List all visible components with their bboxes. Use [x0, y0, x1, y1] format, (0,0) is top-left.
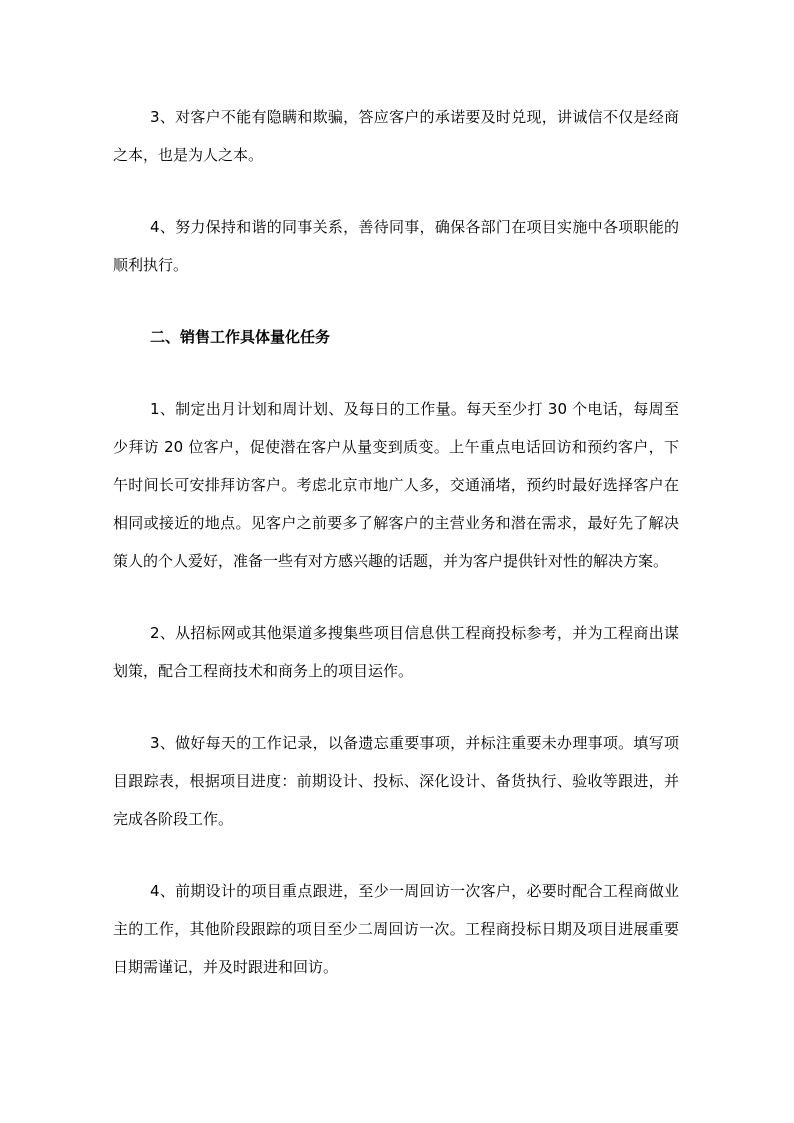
- document-body: [113, 98, 679, 1020]
- paragraph-project-info: 2、从招标网或其他渠道多搜集些项目信息供工程商投标参考，并为工程商出谋划策，配合工程商技术和商务上的项目运作。: [113, 624, 679, 680]
- paragraph-work-records: 3、做好每天的工作记录，以备遗忘重要事项，并标注重要未办理事项。填写项目跟踪表，根据项目进度：前期设计、投标、深化设计、备货执行、验收等跟进，并完成各阶段工作。: [113, 734, 679, 828]
- section-heading: 二、销售工作具体量化任务: [150, 328, 331, 346]
- paragraph-honesty: 3、对客户不能有隐瞒和欺骗，答应客户的承诺要及时兑现，讲诚信不仅是经商之本，也是为人之本。: [113, 108, 679, 164]
- paragraph-work-plan: 1、制定出月计划和周计划、及每日的工作量。每天至少打 30 个电话，每周至少拜访 20 位客户，促使潜在客户从量变到质变。上午重点电话回访和预约客户，下午时间长可安排拜访客户。考虑北京市地广人多，交通涌堵，预约时最好选择客户在相同或接近的地点。见客户之前要多了解客户的主营业务和潜在需求，最好先了解决策人的个人爱好，准备一些有对方感兴趣的话题，并为客户提供针对性的解决方案。: [113, 400, 679, 570]
- paragraph-follow-up: 4、前期设计的项目重点跟进，至少一周回访一次客户，必要时配合工程商做业主的工作，其他阶段跟踪的项目至少二周回访一次。工程商投标日期及项目进展重要日期需谨记，并及时跟进和回访。: [113, 882, 679, 976]
- paragraph-colleague-relations: 4、努力保持和谐的同事关系，善待同事，确保各部门在项目实施中各项职能的顺利执行。: [113, 218, 679, 274]
